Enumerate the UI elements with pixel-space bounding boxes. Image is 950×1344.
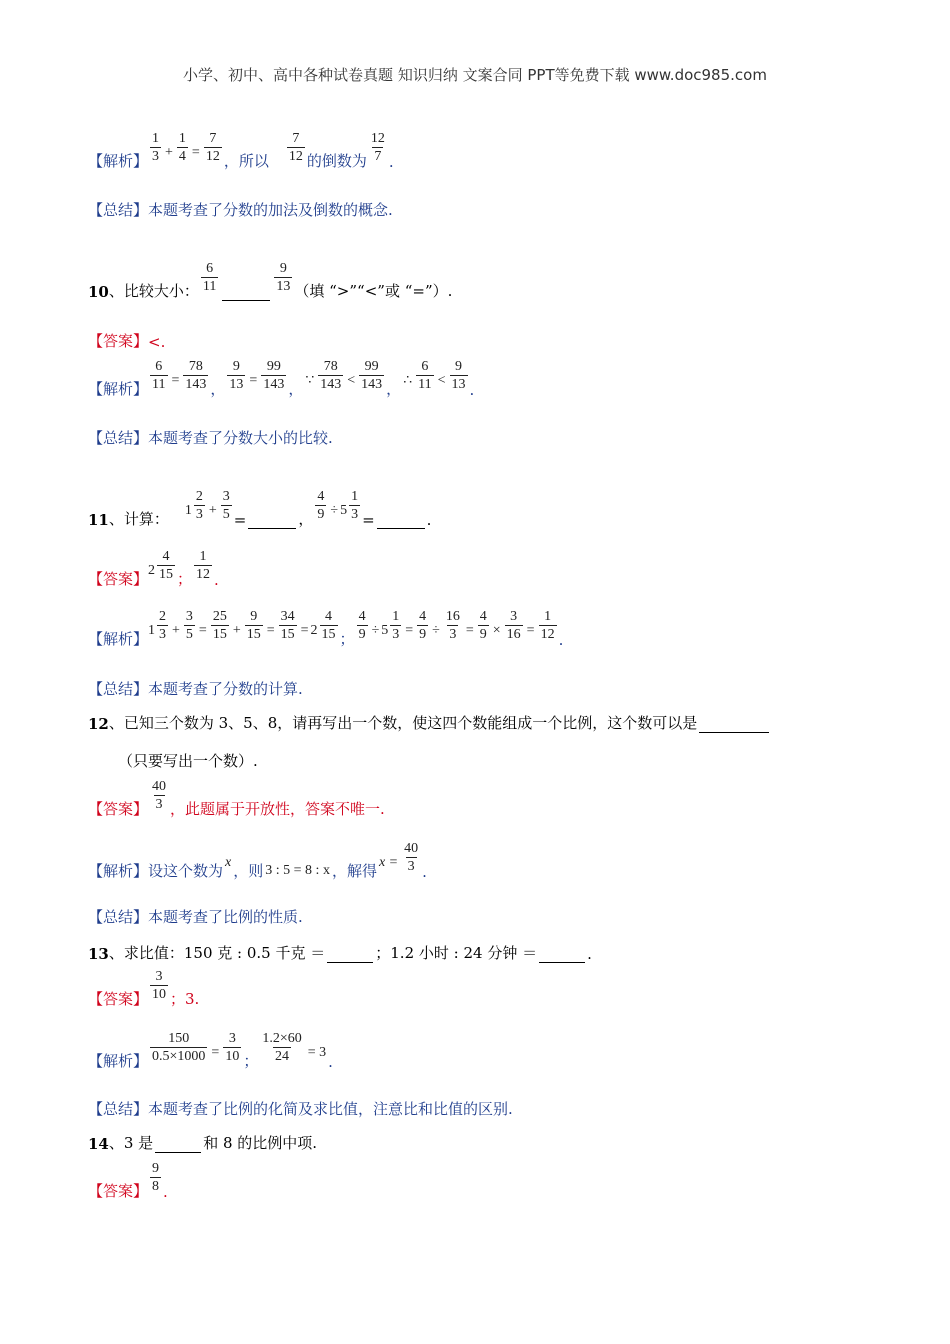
fraction: $\frac{6}{11}$ bbox=[202, 261, 217, 294]
fraction: $\frac{7}{12}$ bbox=[288, 131, 303, 164]
q12-analysis: 【解析】 设这个数为 x ，则 3 : 5 = 8 : x ，解得 x = $\frac{40}{3}$ . bbox=[88, 841, 427, 881]
q14-answer: 【答案】 $\frac{9}{8}$ . bbox=[88, 1161, 168, 1201]
q9-summary: 【总结】 本题考查了分数的加法及倒数的概念. bbox=[88, 201, 393, 219]
answer-blank bbox=[539, 948, 585, 963]
label-jiexi: 【解析】 bbox=[88, 152, 149, 170]
q11-answer: 【答案】 2 $\frac{4}{15}$ ； $\frac{1}{12}$ . bbox=[88, 549, 219, 589]
q10-answer: 【答案】 <. bbox=[88, 332, 166, 351]
q13-analysis: 【解析】 $\frac{150}{0.5\times 1000}$ = $\frac{3}{10}$ ； $\frac{1.2\times 60}{24}$ = 3 . bbox=[88, 1031, 333, 1071]
question-10: 10 、比较大小： $\frac{6}{11}$ $\frac{9}{13}$ （填 “>”“<”或 “=”）. bbox=[88, 261, 453, 301]
q12-answer: 【答案】 $\frac{40}{3}$ ，此题属于开放性，答案不唯一. bbox=[88, 779, 385, 818]
q13-answer: 【答案】 $\frac{3}{10}$ ；3. bbox=[88, 969, 200, 1008]
answer-blank bbox=[248, 514, 296, 529]
q13-summary: 【总结】 本题考查了比例的化简及求比值，注意比和比值的区别. bbox=[88, 1100, 513, 1118]
question-14: 14 、3 是 和 8 的比例中项. bbox=[88, 1134, 318, 1153]
fraction: $\frac{12}{7}$ bbox=[370, 131, 385, 164]
q10-analysis: 【解析】 $\frac{6}{11}$ = $\frac{78}{143}$ ， $\frac{9}{13}$ = $\frac{99}{143}$ ， ∵ $\frac{78}{143}$ < $\frac{99}{143}$ ， ∴ $\frac{6}{11}$ < $\frac{9}{13}$ . bbox=[88, 359, 475, 399]
question-12-cont: （只要写出一个数）. bbox=[118, 752, 258, 770]
question-13: 13 、求比值：150 克 : 0.5 千克 ＝ ；1.2 小时 : 24 分钟 ＝ . bbox=[88, 944, 592, 963]
fraction: $\frac{1}{4}$ bbox=[178, 131, 186, 164]
q11-analysis: 【解析】 1 $\frac{2}{3}$ + $\frac{3}{5}$ = $\frac{25}{15}$ + $\frac{9}{15}$ = $\frac{34}{15}$ = 2 $\frac{4}{15}$ ； $\frac{4}{9}$ ÷ 5 $\frac{1}{3}$ = $\frac{4}{9}$ ÷ $\frac{16}{3}$ = $\frac{4}{9}$ × $\frac{3}{16}$ = $\frac{1}{12}$ . bbox=[88, 609, 564, 649]
question-11: 11 、计算： 1 $\frac{2}{3}$ + $\frac{3}{5}$ = ， $\frac{4}{9}$ ÷ 5 $\frac{1}{3}$ = . bbox=[88, 489, 432, 529]
question-12: 12 、已知三个数为 3、5、8，请再写出一个数，使这四个数能组成一个比例，这个数可以是 bbox=[88, 712, 771, 733]
answer-blank bbox=[377, 514, 425, 529]
answer-blank bbox=[155, 1138, 201, 1153]
q10-summary: 【总结】 本题考查了分数大小的比较. bbox=[88, 429, 333, 447]
answer-blank bbox=[699, 718, 769, 733]
page-header: 小学、初中、高中各种试卷真题 知识归纳 文案合同 PPT等免费下载 www.doc985.com bbox=[183, 66, 767, 84]
q11-summary: 【总结】 本题考查了分数的计算. bbox=[88, 680, 303, 698]
answer-blank bbox=[222, 286, 270, 301]
fraction: $\frac{9}{13}$ bbox=[276, 261, 291, 294]
q12-summary: 【总结】 本题考查了比例的性质. bbox=[88, 908, 303, 926]
answer-blank bbox=[327, 948, 373, 963]
fraction: $\frac{7}{12}$ bbox=[205, 131, 220, 164]
q9-analysis: 【解析】 $\frac{1}{3}$ + $\frac{1}{4}$ = $\frac{7}{12}$ ，所以 $\frac{7}{12}$ 的倒数为 $\frac{12}{7}$ . bbox=[88, 131, 394, 171]
fraction: $\frac{1}{3}$ bbox=[152, 131, 160, 164]
